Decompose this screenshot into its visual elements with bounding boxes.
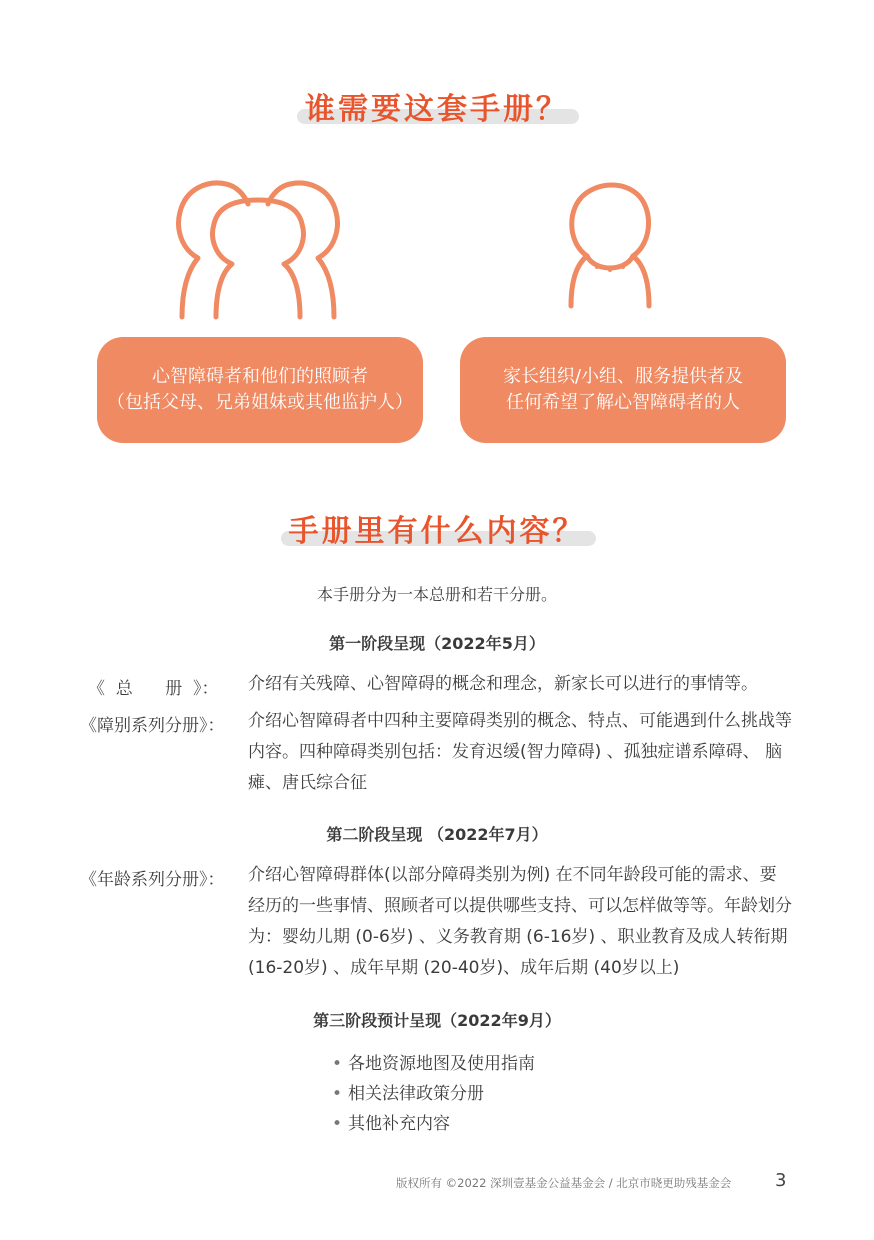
item-desc-disability-series: 介绍心智障碍者中四种主要障碍类别的概念、特点、可能遇到什么挑战等内容。四种障碍类别包括：发育迟缓(智力障碍) 、孤独症谱系障碍、 脑瘫、唐氏综合征 (248, 711, 792, 793)
section-title: 手册里有什么内容？ (288, 514, 586, 549)
copyright-footer: 版权所有 ©2022 深圳壹基金公益基金会 / 北京市晓更助残基金会 (396, 1176, 732, 1190)
audience-line: （包括父母、兄弟姐妹或其他监护人） (107, 392, 413, 413)
phase-3-list (332, 1049, 535, 1139)
bullet-icon: • (332, 1114, 343, 1134)
section-heading-contents (0, 506, 874, 550)
list-item: • 其他补充内容 (332, 1109, 535, 1139)
audience-card-organizations (460, 337, 786, 443)
phase-3-title: 第三阶段预计呈现（2022年9月） (313, 1011, 561, 1030)
audience-line: 任何希望了解心智障碍者的人 (506, 392, 740, 413)
audience-line: 心智障碍者和他们的照顾者 (152, 366, 368, 387)
audience-card-caregivers (97, 337, 423, 443)
page-number: 3 (775, 1170, 787, 1191)
family-group-icon (168, 172, 348, 322)
person-icon (563, 180, 658, 320)
list-item: • 各地资源地图及使用指南 (332, 1049, 535, 1079)
phase-1-title: 第一阶段呈现（2022年5月） (329, 634, 545, 653)
section-title: 谁需要这套手册？ (305, 92, 569, 127)
item-label-age-series: 《年龄系列分册》： (80, 870, 225, 890)
item-label-disability-series: 《障别系列分册》： (80, 716, 225, 736)
item-label-general: 《 总 册 》： (88, 679, 219, 699)
intro-text: 本手册分为一本总册和若干分册。 (316, 585, 557, 604)
bullet-icon: • (332, 1084, 343, 1104)
item-desc-general: 介绍有关残障、心智障碍的概念和理念，新家长可以进行的事情等。 (248, 674, 758, 694)
list-item: • 相关法律政策分册 (332, 1079, 535, 1109)
audience-line: 家长组织/小组、服务提供者及 (502, 366, 744, 387)
item-desc-age-series: 介绍心智障碍群体(以部分障碍类别为例) 在不同年龄段可能的需求、要经历的一些事情、照顾者可以提供哪些支持、可以怎样做等等。年龄划分为：婴幼儿期 (0-6岁) 、义务教育期 (6-16岁) 、职业教育及成人转衔期 (16-20岁) 、成年早期 (20-40岁)、成年后期 (40岁以上) (248, 865, 792, 978)
section-heading-who (0, 84, 874, 128)
bullet-icon: • (332, 1054, 343, 1074)
phase-2-title: 第二阶段呈现 （2022年7月） (326, 825, 548, 844)
